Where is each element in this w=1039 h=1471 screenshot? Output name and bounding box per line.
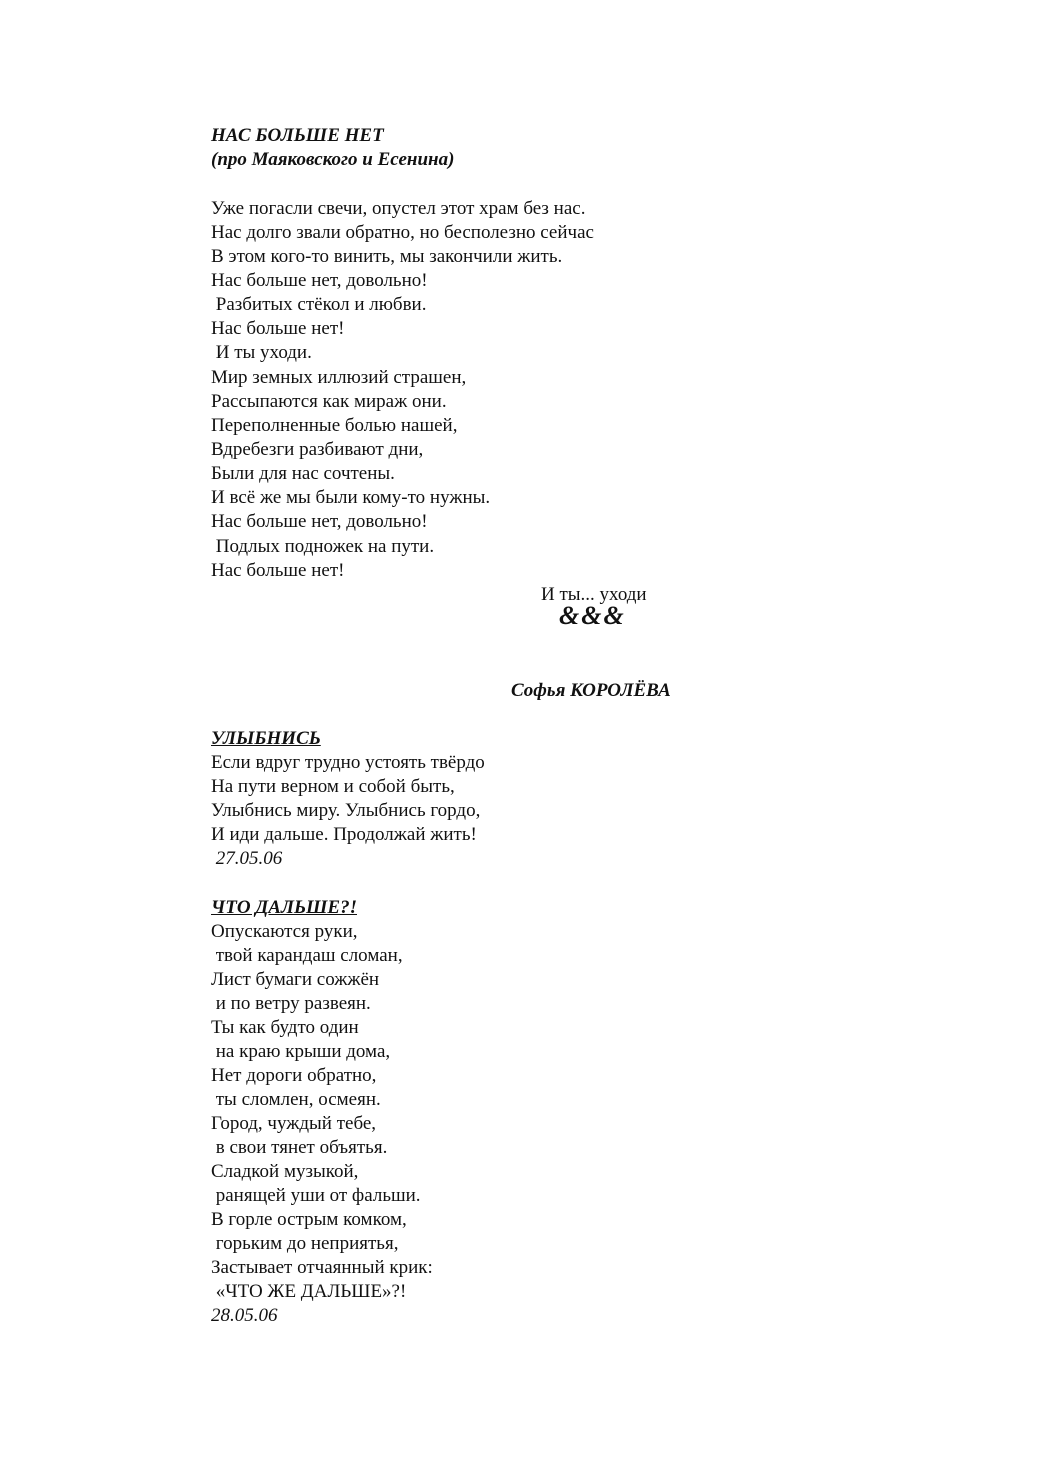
poem-title: УЛЫБНИСЬ <box>211 728 321 749</box>
poem-closing-line: И ты... уходи <box>541 584 647 605</box>
poem-line: Нет дороги обратно, <box>211 1065 377 1086</box>
poem-line: Нас больше нет, довольно! <box>211 511 428 532</box>
poem-line: и по ветру развеян. <box>211 993 371 1014</box>
poem-line: Подлых подножек на пути. <box>211 536 435 557</box>
poem-date: 28.05.06 <box>211 1305 278 1326</box>
poem-line: Застывает отчаянный крик: <box>211 1257 433 1278</box>
poem-line: ты сломлен, осмеян. <box>211 1089 381 1110</box>
poem-line: в свои тянет объятья. <box>211 1137 388 1158</box>
poem-line: Нас больше нет! <box>211 560 345 581</box>
poem-line: На пути верном и собой быть, <box>211 776 455 797</box>
poem-line: И всё же мы были кому-то нужны. <box>211 487 491 508</box>
poem-line: Сладкой музыкой, <box>211 1161 359 1182</box>
poem-line: Улыбнись миру. Улыбнись гордо, <box>211 800 481 821</box>
ornament-ampersands: &&& <box>559 601 626 630</box>
poem-line: Были для нас сочтены. <box>211 463 395 484</box>
poem-line: Лист бумаги сожжён <box>211 969 380 990</box>
author-name: Софья КОРОЛЁВА <box>511 680 671 701</box>
poem-line: Если вдруг трудно устоять твёрдо <box>211 752 485 773</box>
poem-line: В горле острым комком, <box>211 1209 407 1230</box>
poem-date: 27.05.06 <box>211 848 283 869</box>
poem-line: Разбитых стёкол и любви. <box>211 294 427 315</box>
poem-line: Опускаются руки, <box>211 921 358 942</box>
poem-line: Город, чуждый тебе, <box>211 1113 377 1134</box>
poem-line: Рассыпаются как мираж они. <box>211 391 447 412</box>
poem-line: Вдребезги разбивают дни, <box>211 439 424 460</box>
poem-line: Нас больше нет, довольно! <box>211 270 428 291</box>
poem-subtitle: (про Маяковского и Есенина) <box>211 149 455 170</box>
poem-line: Нас больше нет! <box>211 318 345 339</box>
poem-line: Мир земных иллюзий страшен, <box>211 367 467 388</box>
poem-line: В этом кого-то винить, мы закончили жить. <box>211 246 563 267</box>
poem-line: Переполненные болью нашей, <box>211 415 458 436</box>
poem-line: Нас долго звали обратно, но бесполезно сейчас <box>211 222 594 243</box>
poem-line: горьким до неприятья, <box>211 1233 399 1254</box>
poem-line: И ты уходи. <box>211 342 312 363</box>
poem-line: твой карандаш сломан, <box>211 945 403 966</box>
poem-title: ЧТО ДАЛЬШЕ?! <box>211 897 357 918</box>
poem-line: Уже погасли свечи, опустел этот храм без нас. <box>211 198 586 219</box>
poem-line: на краю крыши дома, <box>211 1041 391 1062</box>
poem-line: И иди дальше. Продолжай жить! <box>211 824 477 845</box>
poem-line: «ЧТО ЖЕ ДАЛЬШЕ»?! <box>211 1281 407 1302</box>
poem-title: НАС БОЛЬШЕ НЕТ <box>211 125 384 146</box>
poem-line: ранящей уши от фальши. <box>211 1185 421 1206</box>
poem-line: Ты как будто один <box>211 1017 359 1038</box>
